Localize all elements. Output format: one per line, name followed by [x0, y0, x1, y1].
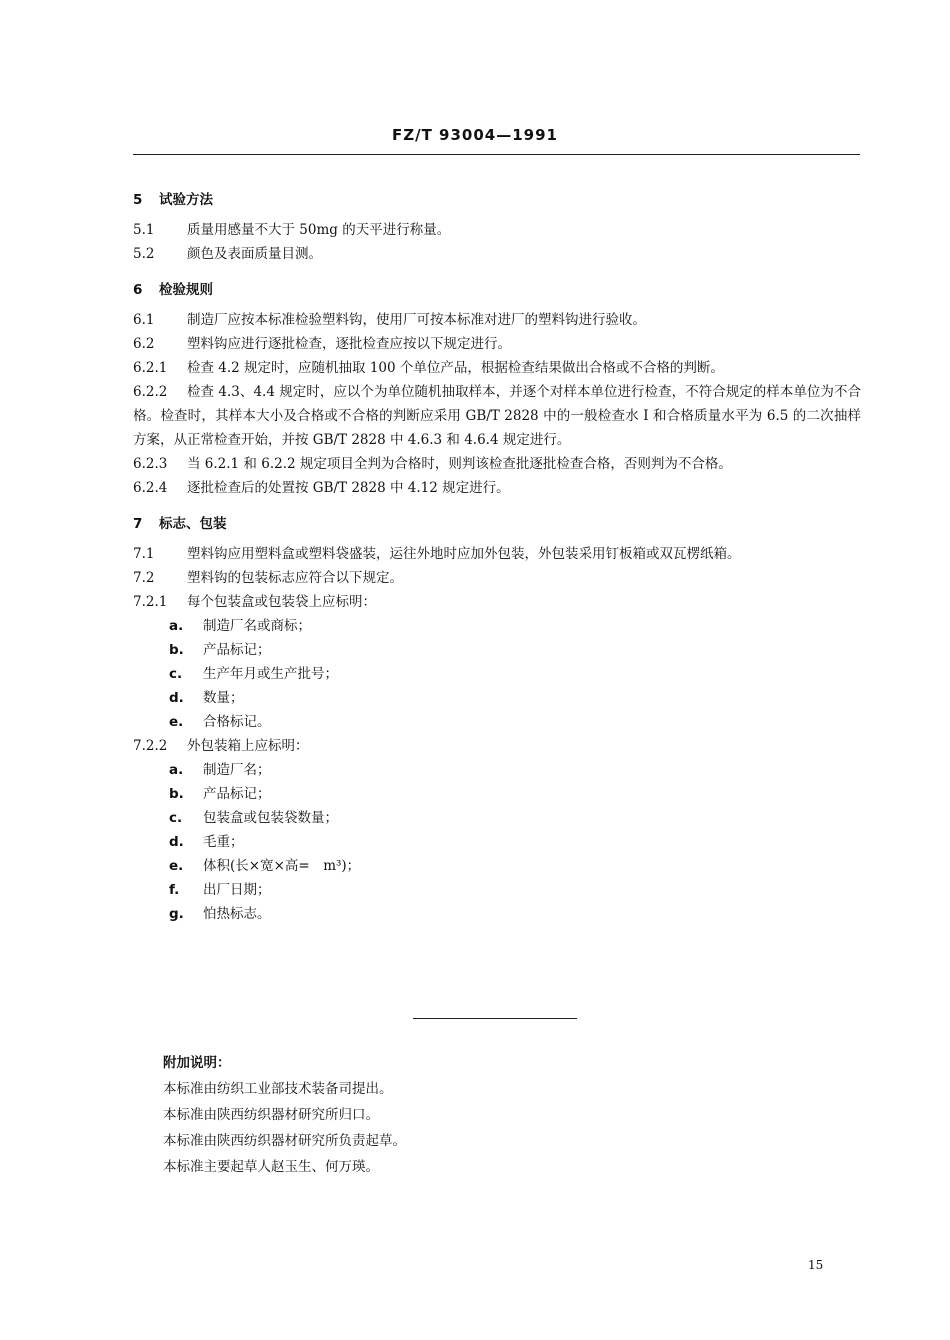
page-number: 15 [808, 1258, 824, 1272]
list-item: c. 生产年月或生产批号； [169, 666, 338, 682]
list-item: b. 产品标记； [169, 642, 271, 658]
clause-6-2: 6.2 塑料钩应进行逐批检查，逐批检查应按以下规定进行。 [133, 336, 511, 352]
clause-6-2-4: 6.2.4 逐批检查后的处置按 GB/T 2828 中 4.12 规定进行。 [133, 480, 510, 496]
clause-5-2: 5.2 颜色及表面质量目测。 [133, 246, 322, 262]
notes-line: 本标准由陕西纺织器材研究所负责起草。 [163, 1133, 406, 1149]
document-body [133, 182, 861, 926]
header-rule [133, 154, 860, 155]
additional-notes [163, 1050, 406, 1180]
list-item: a. 制造厂名或商标； [169, 618, 311, 634]
list-item: e. 体积(长×宽×高= m³)； [169, 858, 361, 874]
list-item: c. 包装盒或包装袋数量； [169, 810, 338, 826]
list-item: d. 毛重； [169, 834, 244, 850]
notes-line: 本标准主要起草人赵玉生、何万瑛。 [163, 1159, 379, 1175]
section-7-heading: 7 标志、包装 [133, 516, 227, 532]
list-item: d. 数量； [169, 690, 244, 706]
section-5-heading: 5 试验方法 [133, 192, 213, 208]
notes-line: 本标准由陕西纺织器材研究所归口。 [163, 1107, 379, 1123]
list-item: a. 制造厂名； [169, 762, 271, 778]
list-item: e. 合格标记。 [169, 714, 271, 730]
clause-7-2-2: 7.2.2 外包装箱上应标明： [133, 738, 309, 754]
notes-title: 附加说明： [163, 1055, 231, 1071]
clause-7-2-1: 7.2.1 每个包装盒或包装袋上应标明： [133, 594, 376, 610]
clause-7-2: 7.2 塑料钩的包装标志应符合以下规定。 [133, 570, 403, 586]
clause-6-1: 6.1 制造厂应按本标准检验塑料钩，使用厂可按本标准对进厂的塑料钩进行验收。 [133, 312, 646, 328]
section-6-heading: 6 检验规则 [133, 282, 213, 298]
end-rule [413, 1018, 577, 1019]
clause-7-1: 7.1 塑料钩应用塑料盒或塑料袋盛装，运往外地时应加外包装，外包装采用钉板箱或双瓦楞纸箱。 [133, 546, 741, 562]
list-item: g. 怕热标志。 [169, 906, 271, 922]
clause-5-1: 5.1 质量用感量不大于 50mg 的天平进行称量。 [133, 222, 451, 238]
notes-line: 本标准由纺织工业部技术装备司提出。 [163, 1081, 393, 1097]
list-item: f. 出厂日期； [169, 882, 271, 898]
list-item: b. 产品标记； [169, 786, 271, 802]
clause-6-2-1: 6.2.1 检查 4.2 规定时，应随机抽取 100 个单位产品，根据检查结果做出合格或不合格的判断。 [133, 360, 724, 376]
clause-6-2-2: 6.2.2 检查 4.3、4.4 规定时，应以个为单位随机抽取样本，并逐个对样本单位进行检查，不符合规定的样本单位为不合格。检查时，其样本大小及合格或不合格的判断应采用 GB/T 2828 中的一般检查水 I 和合格质量水平为 6.5 的二次抽样方案，从正常检查开始，并按 GB/T 2828 中 4.6.3 和 4.6.4 规定进行。 [133, 384, 861, 448]
clause-6-2-3: 6.2.3 当 6.2.1 和 6.2.2 规定项目全判为合格时，则判该检查批逐批检查合格，否则判为不合格。 [133, 456, 732, 472]
document-header: FZ/T 93004—1991 [392, 126, 558, 144]
